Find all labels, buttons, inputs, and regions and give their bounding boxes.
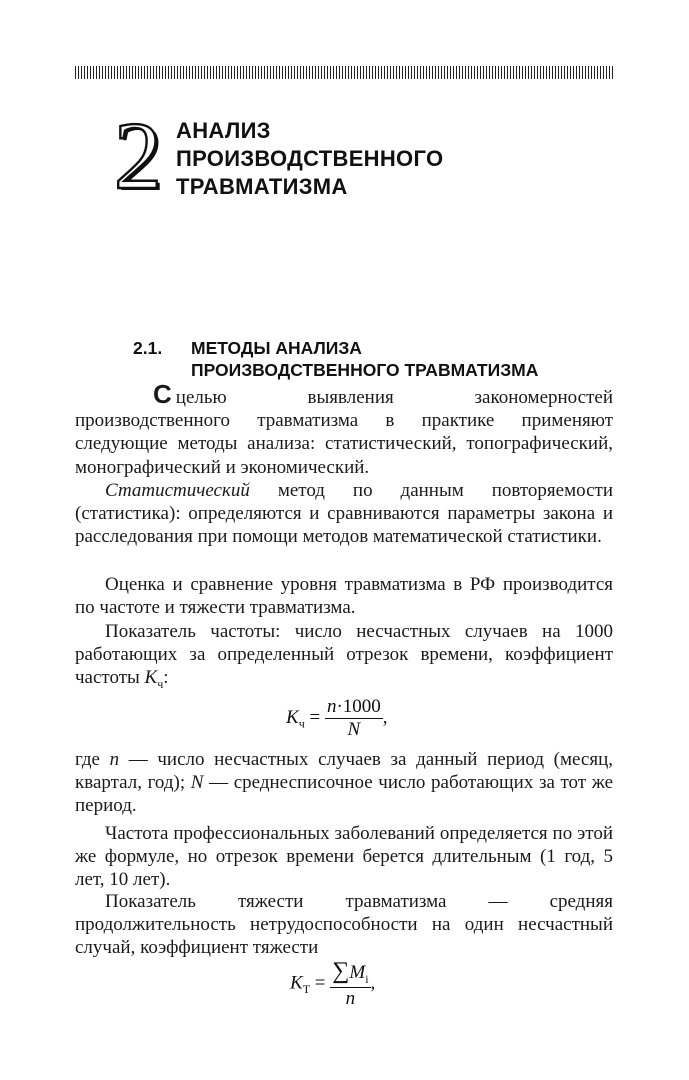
formula-numerator — [325, 696, 383, 719]
formula-fraction — [330, 958, 370, 1010]
formula-denominator — [325, 719, 383, 741]
formula-equals: = — [309, 706, 321, 728]
formula-lhs-sub: ч — [298, 716, 305, 731]
paragraph-frequency-text: Показатель частоты: число несчастных случаев на 1000 работающих за определенный отрезок времени, коэффициент частоты — [75, 621, 613, 689]
chapter-title-line: АНАЛИЗ — [176, 118, 271, 143]
paragraph-assessment: Оценка и сравнение уровня травматизма в РФ производится по частоте и тяжести травматизма. — [75, 574, 613, 619]
paragraph-occupational: Частота профессиональных заболеваний определяется по этой же формуле, но отрезок времени берется длительным (1 год, 5 лет, 10 лет). — [75, 823, 613, 891]
denominator-var: n — [345, 987, 356, 1009]
chapter-title — [176, 117, 576, 201]
paragraph-intro — [75, 379, 613, 479]
paragraph-statistical-text: метод по данным повторяемости (статистика): определяются и сравниваются параметры закона и расследования при помощи методов математической статистики. — [75, 480, 613, 548]
where-text-1: — число несчастных случаев за данный период (месяц, квартал, год); — [75, 749, 613, 794]
numerator-value: 1000 — [342, 696, 381, 717]
formula-tail: , — [382, 706, 388, 728]
formula-fraction — [325, 696, 383, 741]
section-title-line2: ПРОИЗВОДСТВЕННОГО ТРАВМАТИЗМА — [191, 360, 539, 380]
paragraph-frequency — [75, 620, 613, 696]
drop-cap: С — [153, 379, 172, 409]
chapter-title-line: ТРАВМАТИЗМА — [176, 174, 348, 199]
term-statistical: Статистический — [105, 480, 250, 501]
paragraph-where — [75, 748, 613, 818]
frequency-symbol: K — [144, 667, 158, 689]
paragraph-statistical — [75, 479, 613, 549]
numerator-var: n — [326, 696, 337, 717]
formula-equals: = — [314, 972, 326, 994]
var-N: N — [190, 772, 204, 794]
formula-lhs: K — [290, 972, 303, 994]
numerator-var: M — [349, 962, 366, 983]
formula-tail: , — [370, 972, 376, 994]
formula-frequency — [286, 696, 388, 741]
formula-severity — [290, 958, 375, 1010]
formula-numerator — [330, 958, 370, 988]
formula-lhs: K — [286, 706, 299, 728]
section-number: 2.1. — [133, 338, 163, 358]
section-title-line1: МЕТОДЫ АНАЛИЗА — [191, 338, 362, 358]
formula-denominator — [330, 988, 370, 1010]
chapter-title-line: ПРОИЗВОДСТВЕННОГО — [176, 146, 444, 171]
frequency-subscript: ч — [157, 677, 164, 692]
top-decorative-rule — [75, 66, 613, 79]
paragraph-severity: Показатель тяжести травматизма — средняя продолжительность нетрудоспособности на один несчастный случай, коэффициент тяжести — [75, 891, 613, 959]
chapter-number: 2 — [114, 102, 162, 209]
section-heading — [133, 337, 603, 381]
frequency-colon: : — [163, 667, 169, 689]
paragraph-intro-text: целью выявления закономерностей производственного травматизма в практике применяют следующие методы анализа: статистический, топографический, монографический и экономический. — [75, 387, 613, 478]
where-word: где — [75, 749, 100, 770]
var-n: n — [109, 749, 120, 770]
where-text-2: — среднесписочное число работающих за тот же период. — [75, 772, 614, 817]
formula-lhs-sub: T — [302, 982, 311, 997]
denominator-var: N — [347, 719, 361, 740]
numerator-dot: · — [336, 696, 343, 717]
numerator-sub: i — [365, 971, 369, 986]
sum-symbol: ∑ — [332, 958, 350, 984]
